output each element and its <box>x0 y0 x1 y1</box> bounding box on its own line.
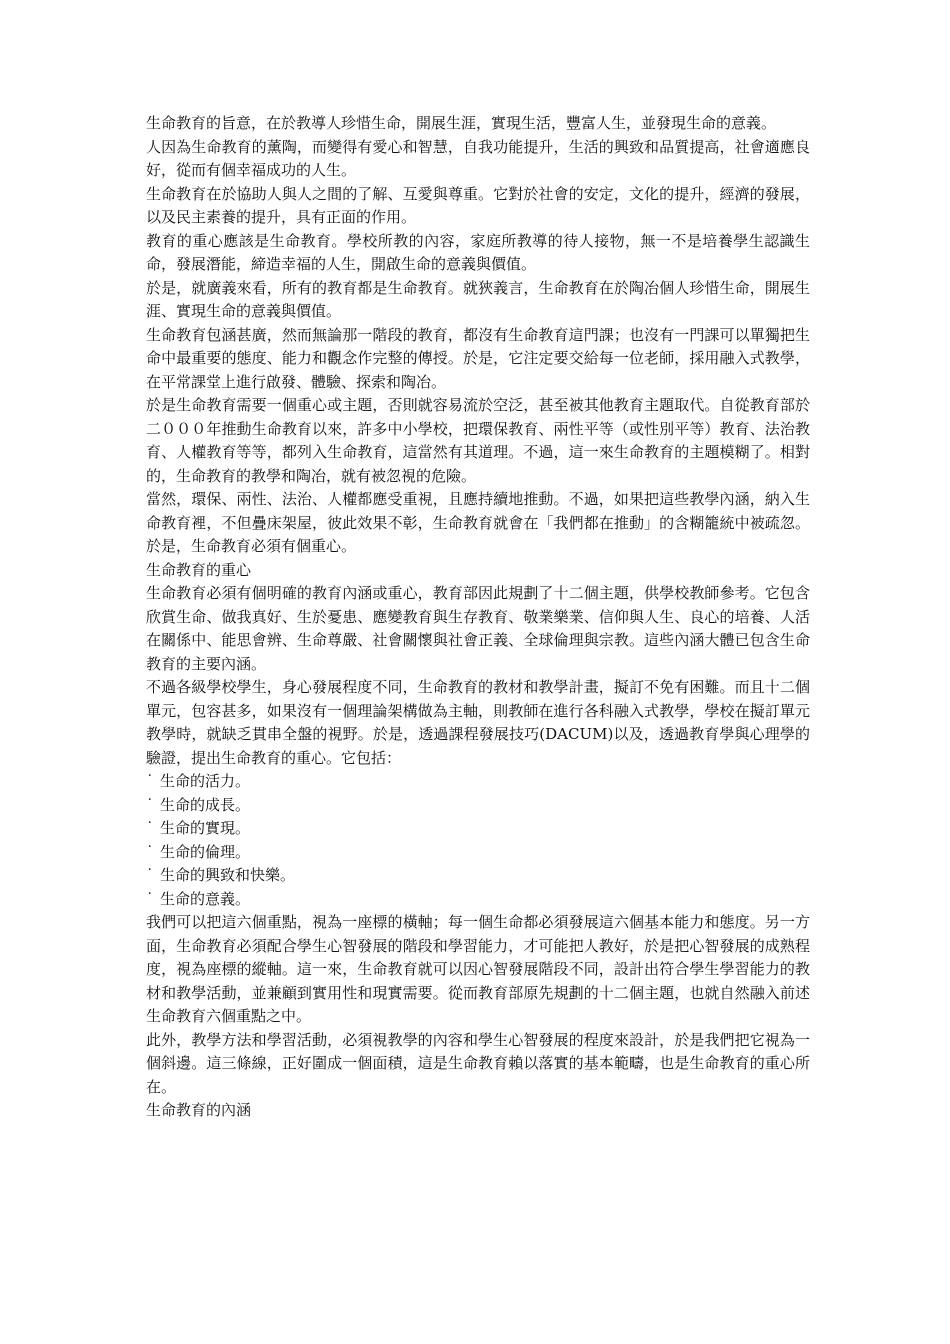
bullet-marker: ˙ <box>146 795 154 814</box>
bullet-item <box>146 817 810 841</box>
bullet-item <box>146 888 810 912</box>
paragraph: 於是，就廣義來看，所有的教育都是生命教育。就狹義言，生命教育在於陶冶個人珍惜生命，開展生涯、實現生命的意義與價值。 <box>146 278 810 320</box>
section-heading: 生命教育的內涵 <box>146 1101 252 1119</box>
paragraph: 生命教育必須有個明確的教育內涵或重心，教育部因此規劃了十二個主題，供學校教師參考。它包含欣賞生命、做我真好、生於憂患、應變教育與生存教育、敬業樂業、信仰與人生、良心的培養、人活在關係中、能思會辨、生命尊嚴、社會關懷與社會正義、全球倫理與宗教。這些內涵大體已包含生命教育的主要內涵。 <box>146 584 810 673</box>
bullet-item <box>146 864 810 888</box>
paragraph: 人因為生命教育的薰陶，而變得有愛心和智慧，自我功能提升，生活的興致和品質提高，社會適應良好，從而有個幸福成功的人生。 <box>146 137 810 179</box>
bullet-item <box>146 794 810 818</box>
bullet-text: 生命的倫理。 <box>160 842 251 861</box>
paragraph: 教育的重心應該是生命教育。學校所教的內容，家庭所教導的待人接物，無一不是培養學生認識生命，發展潛能，締造幸福的人生，開啟生命的意義與價值。 <box>146 231 810 273</box>
bullet-text: 生命的成長。 <box>160 795 251 814</box>
bullet-marker: ˙ <box>146 772 154 790</box>
bullet-item <box>146 841 810 865</box>
bullet-marker: ˙ <box>146 866 154 884</box>
bullet-text: 生命的意義。 <box>160 889 251 908</box>
bullet-marker: ˙ <box>146 842 154 861</box>
paragraph: 生命教育包涵甚廣，然而無論那一階段的教育，都沒有生命教育這門課；也沒有一門課可以單獨把生命中最重要的態度、能力和觀念作完整的傳授。於是，它注定要交給每一位老師，採用融入式教學，在平常課堂上進行啟發、體驗、探索和陶冶。 <box>146 325 810 391</box>
bullet-item <box>146 770 810 794</box>
paragraph: 此外，教學方法和學習活動，必須視教學的內容和學生心智發展的程度來設計，於是我們把它視為一個斜邊。這三條線，正好圍成一個面積，這是生命教育賴以落實的基本範疇，也是生命教育的重心所在。 <box>146 1030 810 1096</box>
paragraph: 當然，環保、兩性、法治、人權都應受重視，且應持續地推動。不過，如果把這些教學內涵，納入生命教育裡，不但疊床架屋，彼此效果不彰，生命教育就會在「我們都在推動」的含糊籠統中被疏忽。於是，生命教育必須有個重心。 <box>146 490 810 555</box>
paragraph: 生命教育的旨意，在於教導人珍惜生命，開展生涯，實現生活，豐富人生，並發現生命的意義。 <box>146 114 777 132</box>
paragraph: 於是生命教育需要一個重心或主題，否則就容易流於空泛，甚至被其他教育主題取代。自從教育部於二０００年推動生命教育以來，許多中小學校，把環保教育、兩性平等（或性別平等）教育、法治教育、人權教育等等，都列入生命教育，這當然有其道理。不過，這一來生命教育的主題模糊了。相對的，生命教育的教學和陶冶，就有被忽視的危險。 <box>146 396 810 485</box>
bullet-text: 生命的活力。 <box>160 772 251 790</box>
bullet-marker: ˙ <box>146 819 154 837</box>
paragraph: 不過各級學校學生，身心發展程度不同，生命教育的教材和教學計畫，擬訂不免有困難。而且十二個單元，包容甚多，如果沒有一個理論架構做為主軸，則教師在進行各科融入式教學，學校在擬訂單元教學時，就缺乏貫串全盤的視野。於是，透過課程發展技巧(DACUM)以及，透過教育學與心理學的驗證，提出生命教育的重心。它包括： <box>146 678 810 767</box>
document-body <box>146 112 810 1123</box>
paragraph: 生命教育在於協助人與人之間的了解、互愛與尊重。它對於社會的安定，文化的提升，經濟的發展，以及民主素養的提升，具有正面的作用。 <box>146 184 810 226</box>
bullet-marker: ˙ <box>146 889 154 908</box>
bullet-text: 生命的實現。 <box>160 819 251 837</box>
section-heading: 生命教育的重心 <box>146 560 252 579</box>
bullet-text: 生命的興致和快樂。 <box>160 866 296 884</box>
paragraph: 我們可以把這六個重點，視為一座標的橫軸；每一個生命都必須發展這六個基本能力和態度。另一方面，生命教育必須配合學生心智發展的階段和學習能力，才可能把人教好，於是把心智發展的成熟程度，視為座標的縱軸。這一來，生命教育就可以因心智發展階段不同，設計出符合學生學習能力的教材和教學活動，並兼顧到實用性和現實需要。從而教育部原先規劃的十二個主題，也就自然融入前述生命教育六個重點之中。 <box>146 913 810 1025</box>
